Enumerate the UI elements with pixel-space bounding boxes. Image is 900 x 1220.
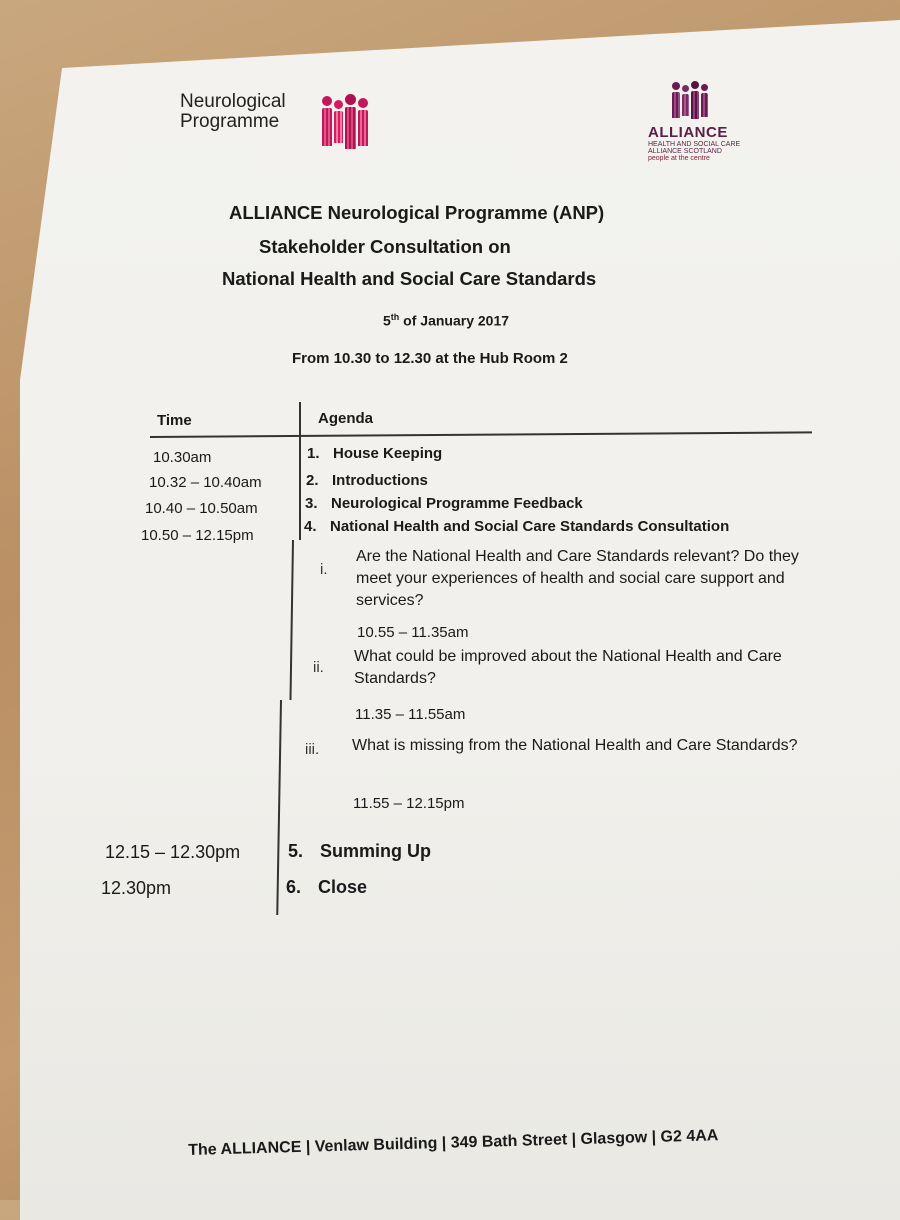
agenda-num-5: 5. xyxy=(288,841,304,861)
column-divider-mid xyxy=(289,540,293,700)
column-divider-bottom xyxy=(276,700,281,915)
agenda-item-4 xyxy=(304,518,729,535)
agenda-item-5 xyxy=(288,841,431,862)
alliance-figures-icon xyxy=(672,82,708,119)
event-date xyxy=(383,312,509,329)
footer-address: The ALLIANCE | Venlaw Building | 349 Bath Street | Glasgow | G2 4AA xyxy=(188,1127,719,1159)
agenda-label-6: Close xyxy=(318,877,368,897)
agenda-label-1: House Keeping xyxy=(333,445,443,462)
agenda-num-3: 3. xyxy=(305,495,318,512)
title-line-2: Stakeholder Consultation on xyxy=(259,236,511,257)
agenda-label-2: Introductions xyxy=(332,472,428,489)
people-figures-icon xyxy=(322,96,368,149)
alliance-tagline: people at the centre xyxy=(648,155,710,162)
agenda-label-3: Neurological Programme Feedback xyxy=(331,495,583,512)
subitem-time-1: 10.55 – 11.35am xyxy=(357,624,469,641)
neurological-programme-logo xyxy=(180,92,286,132)
time-row-5: 12.15 – 12.30pm xyxy=(105,842,241,862)
subitem-question-3: What is missing from the National Health and Care Standards? xyxy=(352,737,798,754)
agenda-item-2 xyxy=(306,472,428,489)
alliance-line2: ALLIANCE SCOTLAND xyxy=(648,148,722,155)
agenda-item-3 xyxy=(305,495,583,512)
time-row-4: 10.50 – 12.15pm xyxy=(141,527,254,544)
time-row-1: 10.30am xyxy=(153,449,212,466)
header-rule xyxy=(150,431,812,437)
alliance-brand: ALLIANCE xyxy=(648,124,728,141)
agenda-label-5: Summing Up xyxy=(320,841,431,861)
subitem-num-1: i. xyxy=(320,561,328,578)
subitem-time-2: 11.35 – 11.55am xyxy=(355,706,466,723)
subitem-time-3: 11.55 – 12.15pm xyxy=(353,795,465,812)
date-day: 5 xyxy=(383,312,391,329)
time-row-2: 10.32 – 10.40am xyxy=(149,474,262,491)
subitem-num-2: ii. xyxy=(313,659,324,676)
agenda-num-1: 1. xyxy=(307,445,320,462)
date-rest: of January 2017 xyxy=(399,312,510,329)
column-divider-top xyxy=(299,402,301,540)
subitem-question-1: Are the National Health and Care Standards relevant? Do they meet your experiences of health and social care support and services? xyxy=(356,548,799,609)
time-row-6: 12.30pm xyxy=(101,878,172,898)
title-line-3: National Health and Social Care Standards xyxy=(222,268,597,289)
event-venue: From 10.30 to 12.30 at the Hub Room 2 xyxy=(292,350,568,367)
alliance-logo xyxy=(648,124,740,162)
subitem-question-2: What could be improved about the National Health and Care Standards? xyxy=(354,648,782,687)
date-suffix: th xyxy=(390,312,400,322)
agenda-column-header: Agenda xyxy=(318,410,374,427)
title-line-1: ALLIANCE Neurological Programme (ANP) xyxy=(229,202,605,223)
agenda-label-4: National Health and Social Care Standards Consultation xyxy=(330,518,730,535)
agenda-item-6 xyxy=(286,877,367,898)
agenda-num-6: 6. xyxy=(286,877,302,897)
subitem-num-3: iii. xyxy=(305,741,320,758)
alliance-line1: HEALTH AND SOCIAL CARE xyxy=(648,141,741,148)
agenda-num-2: 2. xyxy=(306,472,319,489)
agenda-item-1 xyxy=(307,445,442,462)
logo-left-line2: Programme xyxy=(180,111,280,132)
time-column-header: Time xyxy=(157,412,192,429)
agenda-num-4: 4. xyxy=(304,518,317,535)
time-row-3: 10.40 – 10.50am xyxy=(145,500,258,517)
logo-left-line1: Neurological xyxy=(180,91,286,112)
